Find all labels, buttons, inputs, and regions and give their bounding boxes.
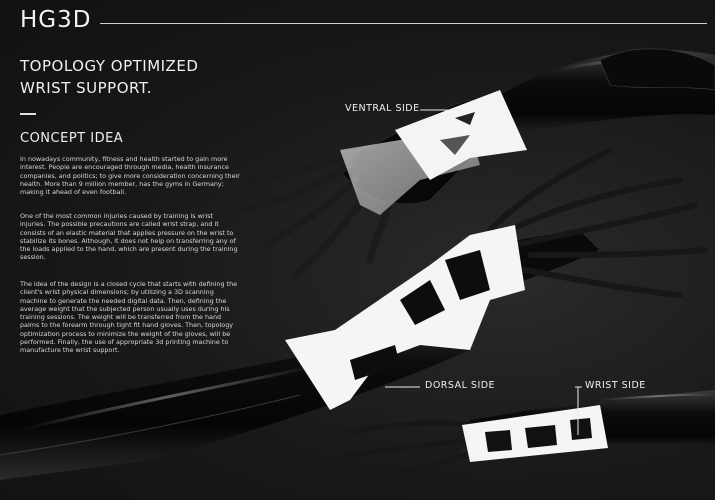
brand-logo: HG3D [20,7,92,33]
page-title [20,55,280,99]
concept-paragraph-2: One of the most common injuries caused by training is wrist injuries. The possible precautions are called wrist strap, and it consists of an elastic material that applies pressure on the wrist to stabilize its bones. Although, it does not help on transferring any of the loads applied to the hand, which are present during the training session. [20,212,238,262]
bottom-arm [345,390,715,480]
title-line-1: TOPOLOGY OPTIMIZED [20,57,199,75]
concept-heading: CONCEPT IDEA [20,131,124,146]
concept-paragraph-3: The idea of the design is a closed cycle that starts with defining the client's wrist physical dimensions; by utilizing a 3D scanning machine to generate the needed digital data. Then, defining the average weight that the subjected person usually uses during his training sessions. The weight will be transferred from the hand palms to the forearm through tight fit hand gloves. Then, topology optimization process to minimize the weight of the gloves, will be performed. Finally, the use of appropriate 3d printing machine to manufacture the wrist support. [20,280,238,355]
dorsal-side-label: DORSAL SIDE [425,380,496,391]
concept-paragraph-1: In nowadays community, fitness and health started to gain more interest. People are encouraged through media, health insurance companies, and politics; to give more consideration concerning their health. More than 9 million member, has the gyms in Germany; making it ahead of even football. [20,155,240,197]
title-divider [20,113,36,115]
title-line-2: WRIST SUPPORT. [20,79,153,97]
header-rule [100,23,707,24]
wrist-side-label: WRIST SIDE [585,380,646,391]
ventral-side-label: VENTRAL SIDE [345,103,420,114]
